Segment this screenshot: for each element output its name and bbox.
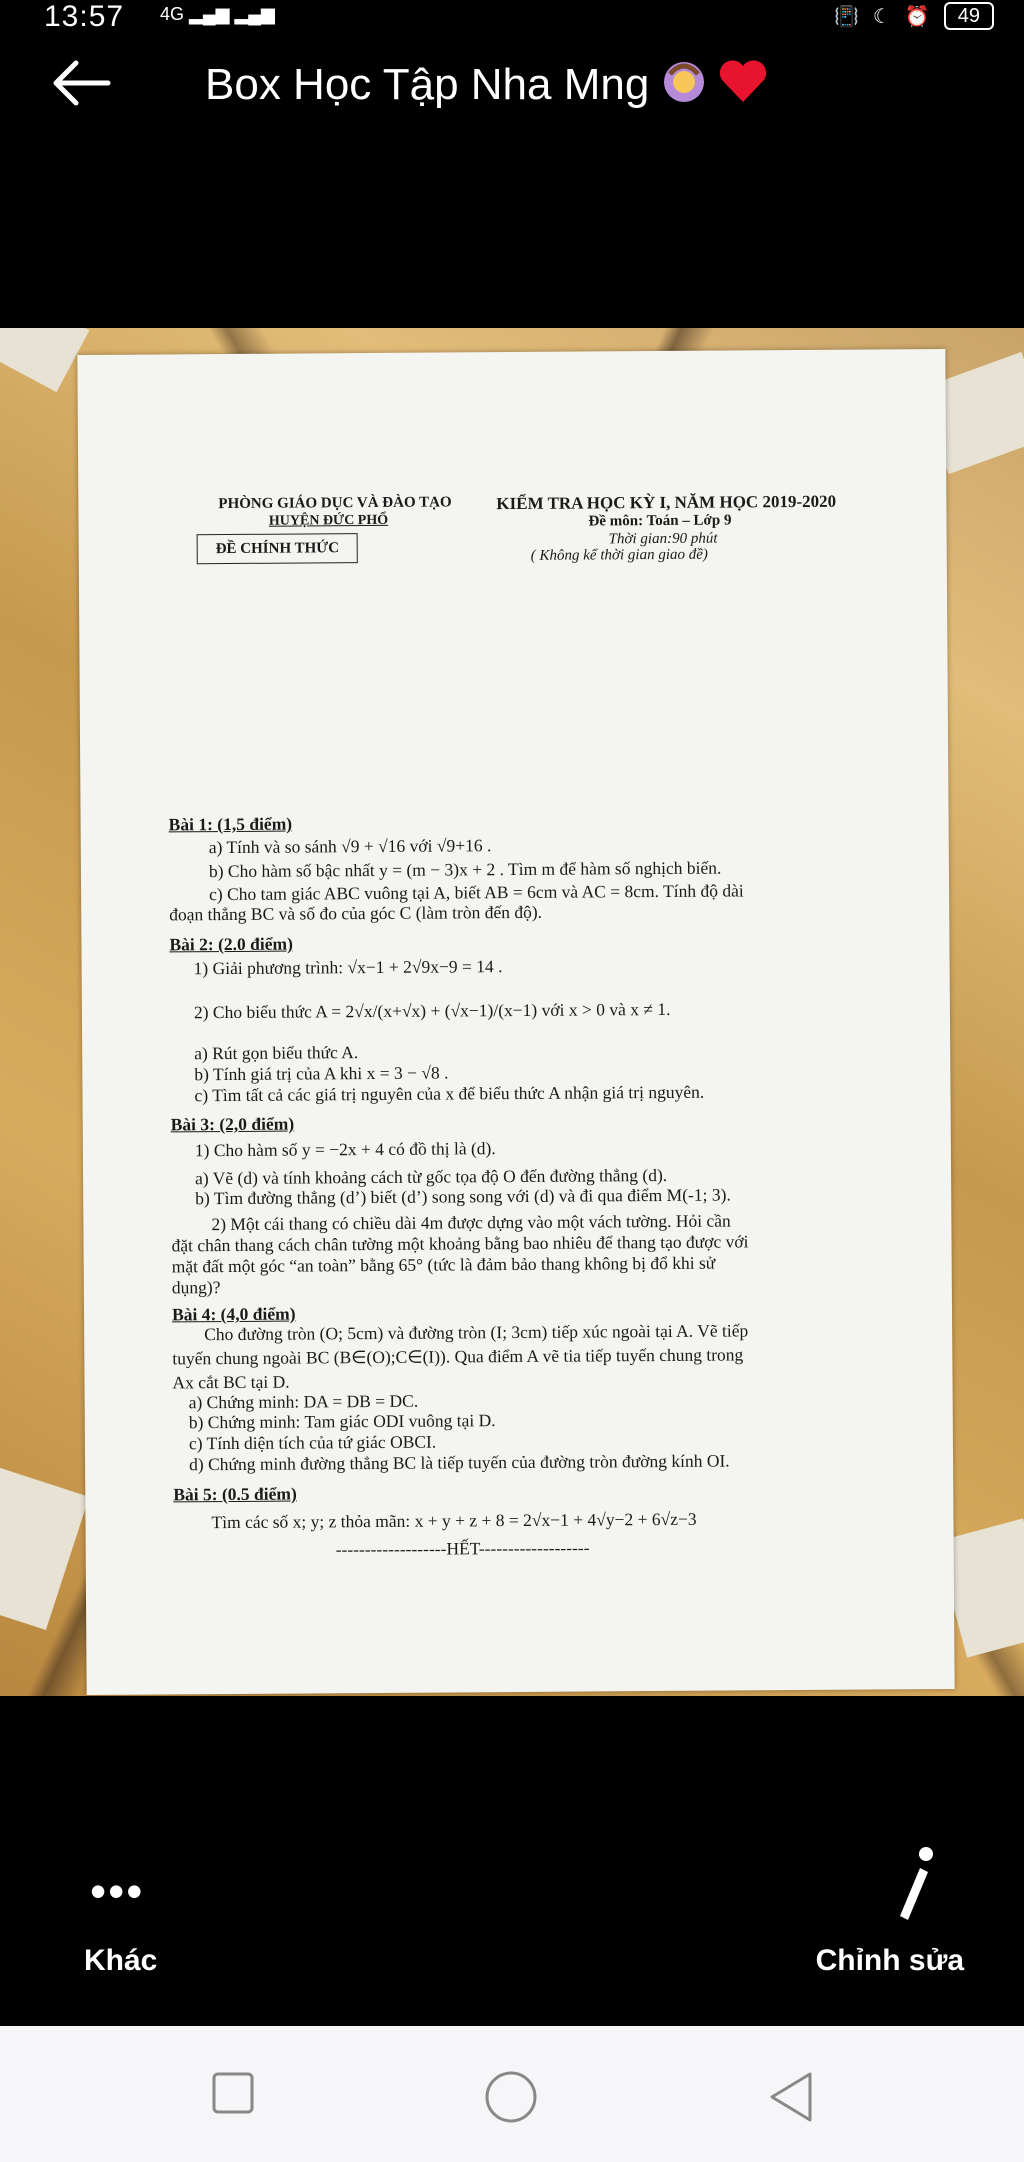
exam-line: Tìm các số x; y; z thỏa mãn: x + y + z + 8 = 2√x−1 + 4√y−2 + 6√z−3 bbox=[211, 1508, 697, 1533]
battery-level: 49 bbox=[944, 2, 994, 30]
exam-line: d) Chứng minh đường thẳng BC là tiếp tuyến của đường tròn đường kính OI. bbox=[189, 1450, 730, 1475]
status-bar bbox=[0, 0, 1024, 34]
moon-icon: ☾ bbox=[872, 5, 891, 28]
exam-line: 1) Giải phương trình: √x−1 + 2√9x−9 = 14 . bbox=[193, 956, 503, 979]
district-name: HUYỆN ĐỨC PHỔ bbox=[268, 512, 389, 529]
pencil-icon[interactable] bbox=[894, 1846, 934, 1931]
network-signal-icon: 4G ▂▄▆ ▂▄▆ bbox=[160, 4, 275, 24]
edit-button[interactable]: Chỉnh sửa bbox=[815, 1944, 964, 1977]
back-nav-icon[interactable] bbox=[768, 2070, 814, 2129]
alarm-icon: ⏰ bbox=[904, 5, 930, 28]
exam-line: c) Tìm tất cả các giá trị nguyên của x để biểu thức A nhận giá trị nguyên. bbox=[194, 1081, 705, 1106]
exam-line: Bài 4: (4,0 điểm) bbox=[171, 1303, 296, 1325]
exam-line: a) Rút gọn biểu thức A. bbox=[194, 1042, 359, 1064]
person-emoji-icon bbox=[662, 60, 706, 115]
recent-apps-icon[interactable] bbox=[210, 2070, 256, 2121]
exam-line: a) Vẽ (d) và tính khoảng cách từ gốc tọa độ O đến đường thẳng (d). bbox=[195, 1164, 668, 1189]
exam-subject: Đề môn: Toán – Lớp 9 bbox=[588, 512, 732, 530]
back-arrow-icon[interactable] bbox=[52, 58, 112, 108]
system-navigation-bar bbox=[0, 2026, 1024, 2162]
more-options-icon[interactable]: ••• bbox=[90, 1865, 145, 1917]
exam-line: b) Cho hàm số bậc nhất y = (m − 3)x + 2 . Tìm m để hàm số nghịch biến. bbox=[208, 857, 722, 882]
exam-paper bbox=[77, 349, 954, 1695]
exam-line: a) Chứng minh: DA = DB = DC. bbox=[188, 1390, 419, 1413]
exam-line: mặt đất một góc “an toàn” bằng 65° (tức là đảm bảo thang không bị đổ khi sử bbox=[171, 1252, 716, 1277]
exam-line: 1) Cho hàm số y = −2x + 4 có đồ thị là (d). bbox=[194, 1138, 496, 1161]
app-header bbox=[0, 40, 1024, 130]
exam-duration: Thời gian:90 phút bbox=[608, 530, 718, 548]
exam-line: c) Tính diện tích của tứ giác OBCI. bbox=[188, 1431, 437, 1454]
conversation-title: Box Học Tập Nha Mng bbox=[205, 60, 768, 115]
exam-line: a) Tính và so sánh √9 + √16 với √9+16 . bbox=[208, 835, 492, 858]
exam-line: b) Tìm đường thẳng (d’) biết (d’) song song với (d) và đi qua điểm M(-1; 3). bbox=[195, 1184, 731, 1209]
vibrate-icon: 📳 bbox=[834, 5, 859, 28]
exam-line: tuyến chung ngoài BC (B∈(O);C∈(I)). Qua điểm A vẽ tia tiếp tuyến chung trong bbox=[172, 1344, 744, 1369]
exam-line: đặt chân thang cách chân tường một khoảng bằng bao nhiêu để thang tạo được với bbox=[171, 1231, 749, 1256]
bottom-action-bar bbox=[0, 1696, 1024, 2026]
exam-line: Bài 3: (2,0 điểm) bbox=[170, 1113, 295, 1135]
status-time: 13:57 bbox=[44, 0, 125, 33]
exam-line: b) Tính giá trị của A khi x = 3 − √8 . bbox=[194, 1062, 449, 1085]
home-icon[interactable] bbox=[484, 2070, 538, 2129]
exam-line: 2) Cho biểu thức A = 2√x/(x+√x) + (√x−1)/(x−1) với x > 0 và x ≠ 1. bbox=[193, 998, 671, 1023]
exam-duration-note: ( Không kể thời gian giao đề) bbox=[530, 546, 708, 564]
exam-line: đoạn thẳng BC và số đo của góc C (làm tròn đến độ). bbox=[169, 901, 543, 925]
exam-line: Bài 1: (1,5 điểm) bbox=[168, 813, 293, 835]
exam-line: Bài 2: (2.0 điểm) bbox=[169, 933, 293, 955]
floor-tile bbox=[0, 328, 89, 392]
floor-tile bbox=[0, 1466, 89, 1630]
exam-line: Bài 5: (0.5 điểm) bbox=[173, 1483, 297, 1505]
exam-line: dụng)? bbox=[171, 1277, 221, 1298]
heart-icon bbox=[718, 60, 768, 115]
other-button[interactable]: Khác bbox=[84, 1944, 158, 1977]
exam-line: Cho đường tròn (O; 5cm) và đường tròn (I; 3cm) tiếp xúc ngoài tại A. Vẽ tiếp bbox=[204, 1320, 749, 1345]
department-name: PHÒNG GIÁO DỤC VÀ ĐÀO TẠO bbox=[218, 494, 452, 513]
exam-line: c) Cho tam giác ABC vuông tại A, biết AB = 6cm và AC = 8cm. Tính độ dài bbox=[209, 880, 744, 905]
exam-title: KIỂM TRA HỌC KỲ I, NĂM HỌC 2019-2020 bbox=[496, 491, 837, 514]
exam-line: -------------------HẾT------------------- bbox=[335, 1537, 590, 1560]
exam-line: Ax cắt BC tại D. bbox=[172, 1371, 290, 1393]
exam-line: b) Chứng minh: Tam giác ODI vuông tại D. bbox=[188, 1410, 496, 1433]
official-label: ĐỀ CHÍNH THỨC bbox=[197, 533, 359, 564]
photo-viewer-image[interactable] bbox=[0, 328, 1024, 1696]
exam-line: 2) Một cái thang có chiều dài 4m được dựng vào một vách tường. Hỏi cần bbox=[211, 1210, 731, 1235]
